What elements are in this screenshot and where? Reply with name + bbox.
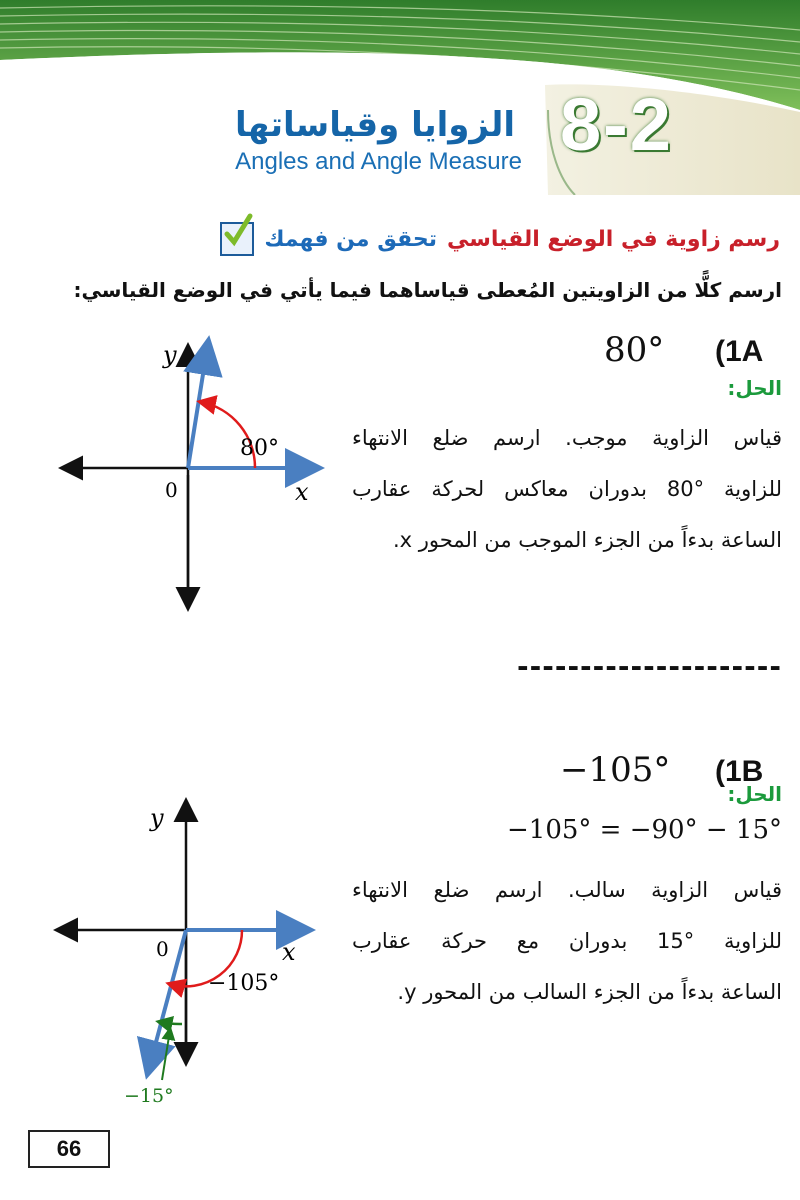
small-angle-label: −15° bbox=[124, 1085, 174, 1107]
solution-label-1b: الحل: bbox=[727, 782, 782, 806]
x-axis-label: x bbox=[282, 938, 296, 966]
graph-1a bbox=[55, 335, 325, 615]
small-angle-pointer bbox=[162, 1030, 170, 1080]
divider: --------------------- bbox=[516, 650, 782, 683]
angle-label: 80° bbox=[240, 436, 279, 461]
y-axis-label: y bbox=[163, 341, 177, 369]
graph-1b bbox=[50, 790, 330, 1110]
lesson-title-arabic: الزوايا وقياساتها bbox=[235, 105, 515, 145]
angle-label: −105° bbox=[208, 971, 280, 996]
origin-label: 0 bbox=[165, 478, 178, 502]
solution-line: قياس الزاوية موجب. ارسم ضلع الانتهاء bbox=[352, 426, 782, 450]
solution-line: للزاوية °80 بدوران معاكس لحركة عقارب bbox=[352, 477, 782, 501]
example-1a-value: 80° bbox=[604, 330, 665, 370]
equation-1b: −105° = −90° − 15° bbox=[507, 815, 782, 845]
check-topic: رسم زاوية في الوضع القياسي bbox=[447, 226, 780, 252]
lesson-number: 8-2 bbox=[560, 83, 673, 166]
example-1b-value: −105° bbox=[560, 750, 671, 790]
solution-label-1a: الحل: bbox=[727, 376, 782, 400]
solution-text-1b bbox=[352, 865, 782, 1018]
small-angle-arc bbox=[160, 1022, 182, 1024]
example-1b-label: (1B bbox=[715, 755, 764, 788]
solution-line: قياس الزاوية سالب. ارسم ضلع الانتهاء bbox=[352, 878, 782, 902]
solution-line: الساعة بدءاً من الجزء السالب من المحور y. bbox=[397, 980, 782, 1004]
example-1a-label: (1A bbox=[715, 335, 764, 368]
x-axis-label: x bbox=[295, 478, 309, 506]
origin-label: 0 bbox=[156, 937, 169, 961]
page-number: 66 bbox=[56, 1136, 82, 1161]
check-understanding-row bbox=[220, 222, 780, 256]
check-understanding-label: تحقق من فهمك bbox=[264, 226, 437, 252]
solution-line: الساعة بدءاً من الجزء الموجب من المحور x. bbox=[392, 528, 782, 552]
page-number-box bbox=[28, 1130, 110, 1168]
solution-line: للزاوية °15 بدوران مع حركة عقارب bbox=[352, 929, 782, 953]
instruction-text: ارسم كلًّا من الزاويتين المُعطى قياساهما فيما يأتي في الوضع القياسي: bbox=[73, 278, 782, 302]
y-axis-label: y bbox=[150, 804, 164, 832]
checkmark-icon bbox=[220, 222, 254, 256]
solution-text-1a bbox=[352, 413, 782, 566]
lesson-title-english: Angles and Angle Measure bbox=[235, 148, 522, 175]
terminal-side bbox=[188, 343, 208, 468]
